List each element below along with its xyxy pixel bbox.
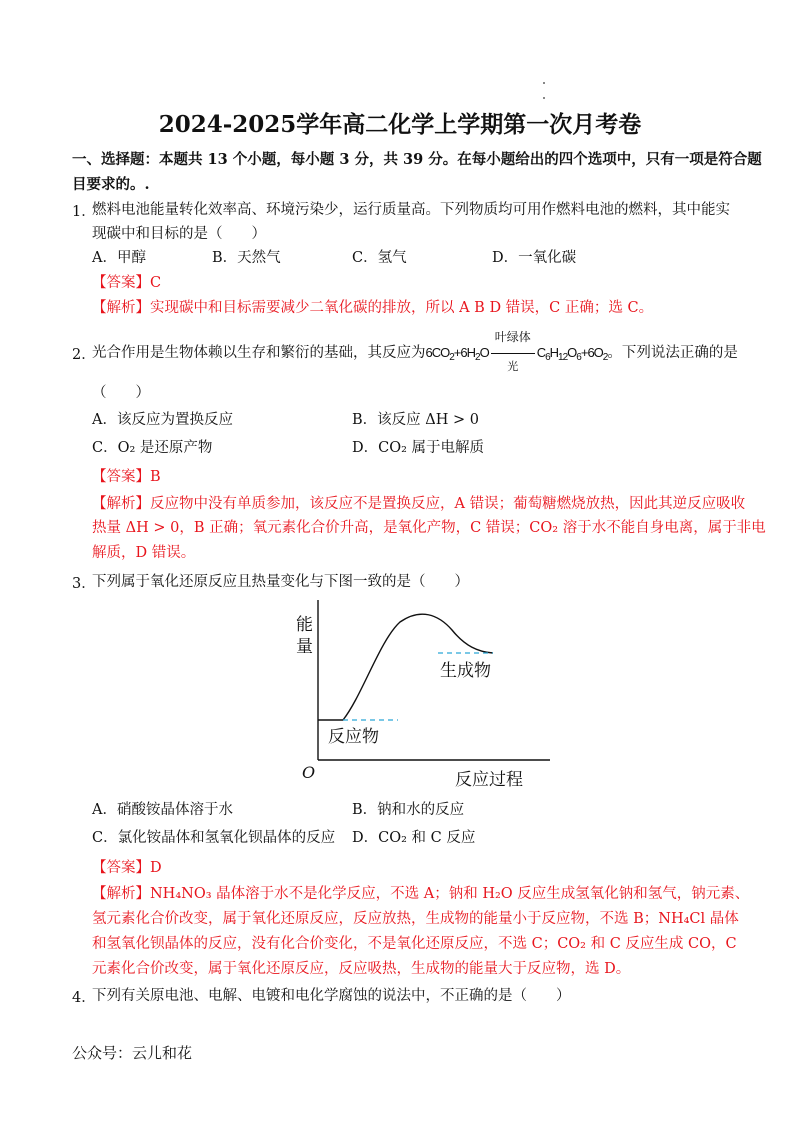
question-1-option-c: C．氢气 <box>352 250 407 266</box>
question-3-stem: 下列属于氧化还原反应且热量变化与下图一致的是（ ） <box>92 574 469 590</box>
equation-condition-bottom: 光 <box>507 360 519 373</box>
question-1-stem-line-2: 现碳中和目标的是（ ） <box>92 226 266 242</box>
equation-condition-top: 叶绿体 <box>494 330 531 344</box>
question-2-analysis-line-2: 热量 ΔH > 0，B 正确；氧元素化合价升高，是氧化产物，C 错误；CO₂ 溶于水不能自身电离，属于非电 <box>92 520 766 536</box>
reactant-label: 反应物 <box>328 727 379 747</box>
footer-wechat: 公众号：云儿和花 <box>72 1044 193 1062</box>
question-1-option-a: A．甲醇 <box>92 250 146 266</box>
question-2-option-d: D．CO₂ 属于电解质 <box>352 440 485 456</box>
energy-diagram <box>290 600 560 800</box>
question-2-option-c: C．O₂ 是还原产物 <box>92 440 213 456</box>
question-1-analysis: 【解析】实现碳中和目标需要减少二氧化碳的排放，所以 A B D 错误，C 正确；选 C。 <box>92 300 654 316</box>
question-2-stem-text: 光合作用是生物体赖以生存和繁衍的基础，其反应为 <box>92 345 426 361</box>
page-title: 2024-2025学年高二化学上学期第一次月考卷 <box>158 111 642 138</box>
question-3-number: 3． <box>72 576 96 592</box>
page-dot-2 <box>543 97 545 99</box>
question-3-analysis-line-1: 【解析】NH₄NO₃ 晶体溶于水不是化学反应，不选 A；钠和 H₂O 反应生成氢氧化钠和氢气，钠元素、 <box>92 886 750 902</box>
question-3-option-d: D．CO₂ 和 C 反应 <box>352 830 476 846</box>
question-3-option-b: B．钠和水的反应 <box>352 802 465 818</box>
product-label: 生成物 <box>440 661 491 681</box>
question-3-option-c: C．氯化铵晶体和氢氧化钡晶体的反应 <box>92 830 336 846</box>
question-2-option-b: B．该反应 ΔH > 0 <box>352 412 479 428</box>
question-2-number: 2． <box>72 347 96 363</box>
origin-label: O <box>302 763 316 782</box>
x-axis-label: 反应过程 <box>455 770 523 790</box>
photosynthesis-equation: $6CO_2+6H_2O$ 叶绿体 光 $C_6H_{12}O_6+6O_2$ <box>426 343 608 368</box>
question-1-number: 1． <box>72 204 96 220</box>
question-2-stem <box>92 330 738 373</box>
question-3-analysis-line-3: 和氢氧化钡晶体的反应，没有化合价变化，不是氧化还原反应，不选 C；CO₂ 和 C 反应生成 CO，C <box>92 936 737 952</box>
y-axis-label-2: 量 <box>296 637 313 657</box>
question-2-paren: （ ） <box>92 385 150 401</box>
section-instructions-line-1: 一、选择题：本题共 13 个小题，每小题 3 分，共 39 分。在每小题给出的四个选项中，只有一项是符合题 <box>72 151 762 168</box>
question-3-analysis-line-2: 氢元素化合价改变，属于氧化还原反应，反应放热，生成物的能量小于反应物，不选 B；NH₄Cl 晶体 <box>92 911 739 927</box>
question-2-analysis-line-3: 解质，D 错误。 <box>92 545 196 561</box>
section-instructions-line-2: 目要求的。. <box>72 176 150 193</box>
question-2-answer: 【答案】B <box>92 469 161 485</box>
question-2-option-a: A．该反应为置换反应 <box>92 412 233 428</box>
question-1-option-d: D．一氧化碳 <box>492 250 577 266</box>
question-4-stem: 下列有关原电池、电解、电镀和电化学腐蚀的说法中，不正确的是（ ） <box>92 988 571 1004</box>
page-dot-1 <box>543 82 545 84</box>
question-3-answer: 【答案】D <box>92 860 162 876</box>
question-1-stem-line-1: 燃料电池能量转化效率高、环境污染少，运行质量高。下列物质均可用作燃料电池的燃料，其中能实 <box>92 202 730 218</box>
question-4-number: 4． <box>72 990 96 1006</box>
y-axis-label-1: 能 <box>296 615 313 635</box>
question-3-option-a: A．硝酸铵晶体溶于水 <box>92 802 233 818</box>
question-1-option-b: B．天然气 <box>212 250 281 266</box>
question-2-stem-tail: 。下列说法正确的是 <box>607 345 738 361</box>
question-1-answer: 【答案】C <box>92 275 162 291</box>
question-2-analysis-line-1: 【解析】反应物中没有单质参加，该反应不是置换反应，A 错误；葡萄糖燃烧放热，因此其逆反应吸收 <box>92 496 746 512</box>
question-3-analysis-line-4: 元素化合价改变，属于氧化还原反应，反应吸热，生成物的能量大于反应物，选 D。 <box>92 961 631 977</box>
